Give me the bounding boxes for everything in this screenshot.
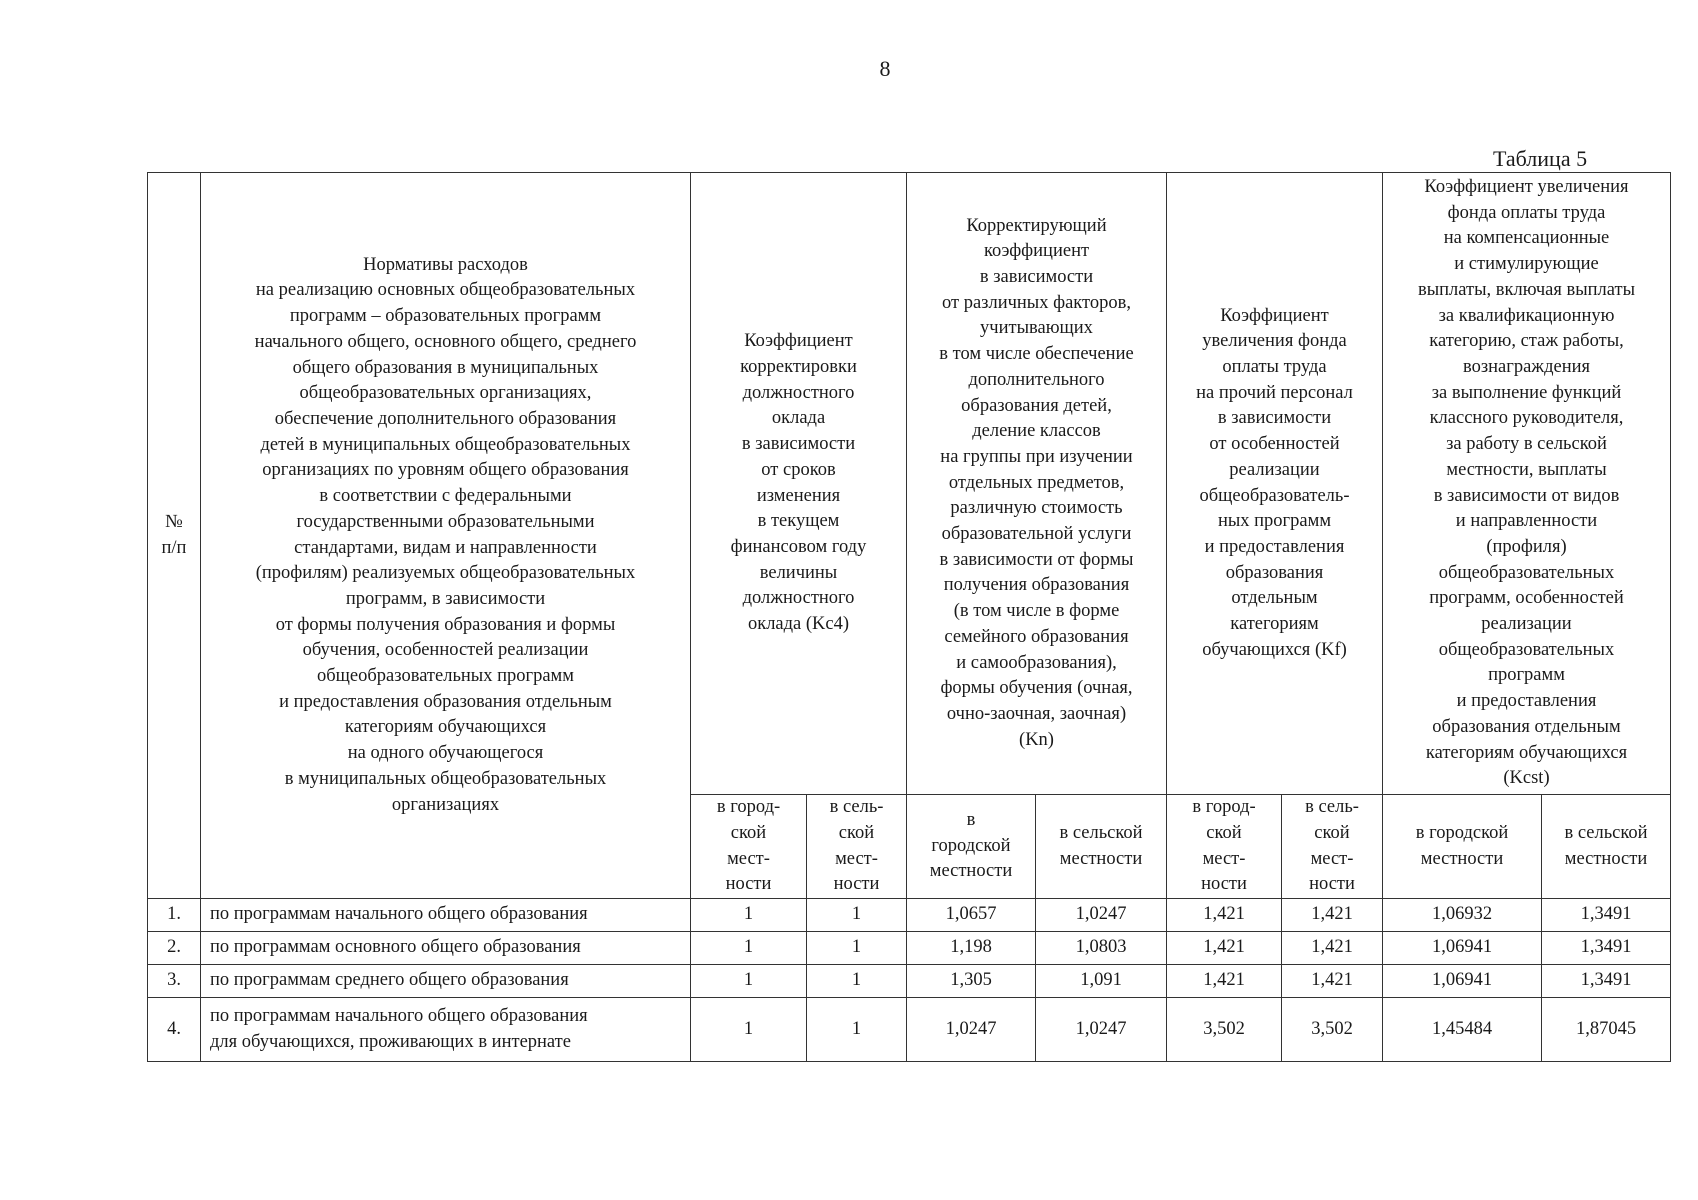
cell-kn-rural: 1,091	[1036, 965, 1167, 998]
cell-kn-urban: 1,0657	[907, 899, 1036, 932]
row-num: 2.	[148, 932, 201, 965]
cell-kf-urban: 1,421	[1167, 965, 1282, 998]
cell-kn-urban: 1,305	[907, 965, 1036, 998]
subheader-kf-rural: в сель- ской мест- ности	[1282, 795, 1383, 899]
cell-kc4-urban: 1	[691, 965, 807, 998]
cell-kcst-rural: 1,3491	[1542, 932, 1671, 965]
subheader-kc4-rural: в сель- ской мест- ности	[807, 795, 907, 899]
subheader-kcst-urban: в городской местности	[1383, 795, 1542, 899]
cell-kc4-rural: 1	[807, 998, 907, 1062]
table-row	[148, 965, 1671, 998]
cell-kn-urban: 1,198	[907, 932, 1036, 965]
cell-kcst-urban: 1,06941	[1383, 965, 1542, 998]
subheader-kc4-urban: в город- ской мест- ности	[691, 795, 807, 899]
table-row	[148, 998, 1671, 1062]
table-row	[148, 932, 1671, 965]
table-row	[148, 899, 1671, 932]
cell-kc4-urban: 1	[691, 932, 807, 965]
header-row	[148, 173, 1671, 795]
table-caption: Таблица 5	[1493, 146, 1588, 171]
cell-kc4-rural: 1	[807, 965, 907, 998]
row-num: 4.	[148, 998, 201, 1062]
cell-kf-urban: 1,421	[1167, 932, 1282, 965]
header-kc4: Коэффициент корректировки должностного оклада в зависимости от сроков изменения в текущем финансовом году величины должностного оклада (Kc4)	[691, 173, 907, 795]
subheader-kn-rural: в сельской местности	[1036, 795, 1167, 899]
header-kcst: Коэффициент увеличения фонда оплаты труда на компенсационные и стимулирующие выплаты, включая выплаты за квалификационную категорию, стаж работы, вознаграждения за выполнение функций классного руководителя, за работу в сельской местности, выплаты в зависимости от видов и направленности (профиля) общеобразовательных программ, особенностей реализации общеобразовательных программ и предоставления образования отдельным категориям обучающихся (Kcst)	[1383, 173, 1671, 795]
subheader-kn-urban: в городской местности	[907, 795, 1036, 899]
cell-kf-urban: 3,502	[1167, 998, 1282, 1062]
cell-kc4-urban: 1	[691, 998, 807, 1062]
subheader-kcst-rural: в сельской местности	[1542, 795, 1671, 899]
row-num: 1.	[148, 899, 201, 932]
cell-kn-urban: 1,0247	[907, 998, 1036, 1062]
cell-kf-rural: 1,421	[1282, 965, 1383, 998]
cell-kcst-rural: 1,87045	[1542, 998, 1671, 1062]
cell-kc4-rural: 1	[807, 932, 907, 965]
row-name: по программам начального общего образования для обучающихся, проживающих в интернате	[201, 998, 691, 1062]
cell-kn-rural: 1,0247	[1036, 998, 1167, 1062]
row-num: 3.	[148, 965, 201, 998]
cell-kf-rural: 3,502	[1282, 998, 1383, 1062]
subheader-kf-urban: в город- ской мест- ности	[1167, 795, 1282, 899]
row-name: по программам основного общего образования	[201, 932, 691, 965]
cell-kc4-rural: 1	[807, 899, 907, 932]
cell-kf-rural: 1,421	[1282, 899, 1383, 932]
cell-kcst-urban: 1,45484	[1383, 998, 1542, 1062]
cell-kc4-urban: 1	[691, 899, 807, 932]
cell-kcst-urban: 1,06941	[1383, 932, 1542, 965]
cell-kcst-urban: 1,06932	[1383, 899, 1542, 932]
row-name: по программам среднего общего образования	[201, 965, 691, 998]
header-kn: Корректирующий коэффициент в зависимости от различных факторов, учитывающих в том числе обеспечение дополнительного образования детей, деление классов на группы при изучении отдельных предметов, различную стоимость образовательной услуги в зависимости от формы получения образования (в том числе в форме семейного образования и самообразования), формы обучения (очная, очно-заочная, заочная) (Kn)	[907, 173, 1167, 795]
header-description: Нормативы расходов на реализацию основных общеобразовательных программ – образовательных программ начального общего, основного общего, среднего общего образования в муниципальных общеобразовательных организациях, обеспечение дополнительного образования детей в муниципальных общеобразовательных организациях по уровням общего образования в соответствии с федеральными государственными образовательными стандартами, видам и направленности (профилям) реализуемых общеобразовательных программ, в зависимости от формы получения образования и формы обучения, особенностей реализации общеобразовательных программ и предоставления образования отдельным категориям обучающихся на одного обучающегося в муниципальных общеобразовательных организациях	[201, 173, 691, 899]
cell-kcst-rural: 1,3491	[1542, 899, 1671, 932]
cell-kn-rural: 1,0247	[1036, 899, 1167, 932]
row-name: по программам начального общего образования	[201, 899, 691, 932]
cell-kf-urban: 1,421	[1167, 899, 1282, 932]
cell-kf-rural: 1,421	[1282, 932, 1383, 965]
header-kf: Коэффициент увеличения фонда оплаты труда на прочий персонал в зависимости от особенностей реализации общеобразователь- ных программ и предоставления образования отдельным категориям обучающихся (Kf)	[1167, 173, 1383, 795]
cell-kcst-rural: 1,3491	[1542, 965, 1671, 998]
header-num: № п/п	[148, 173, 201, 899]
page-number: 8	[879, 56, 891, 81]
coefficients-table	[147, 172, 1671, 1062]
cell-kn-rural: 1,0803	[1036, 932, 1167, 965]
